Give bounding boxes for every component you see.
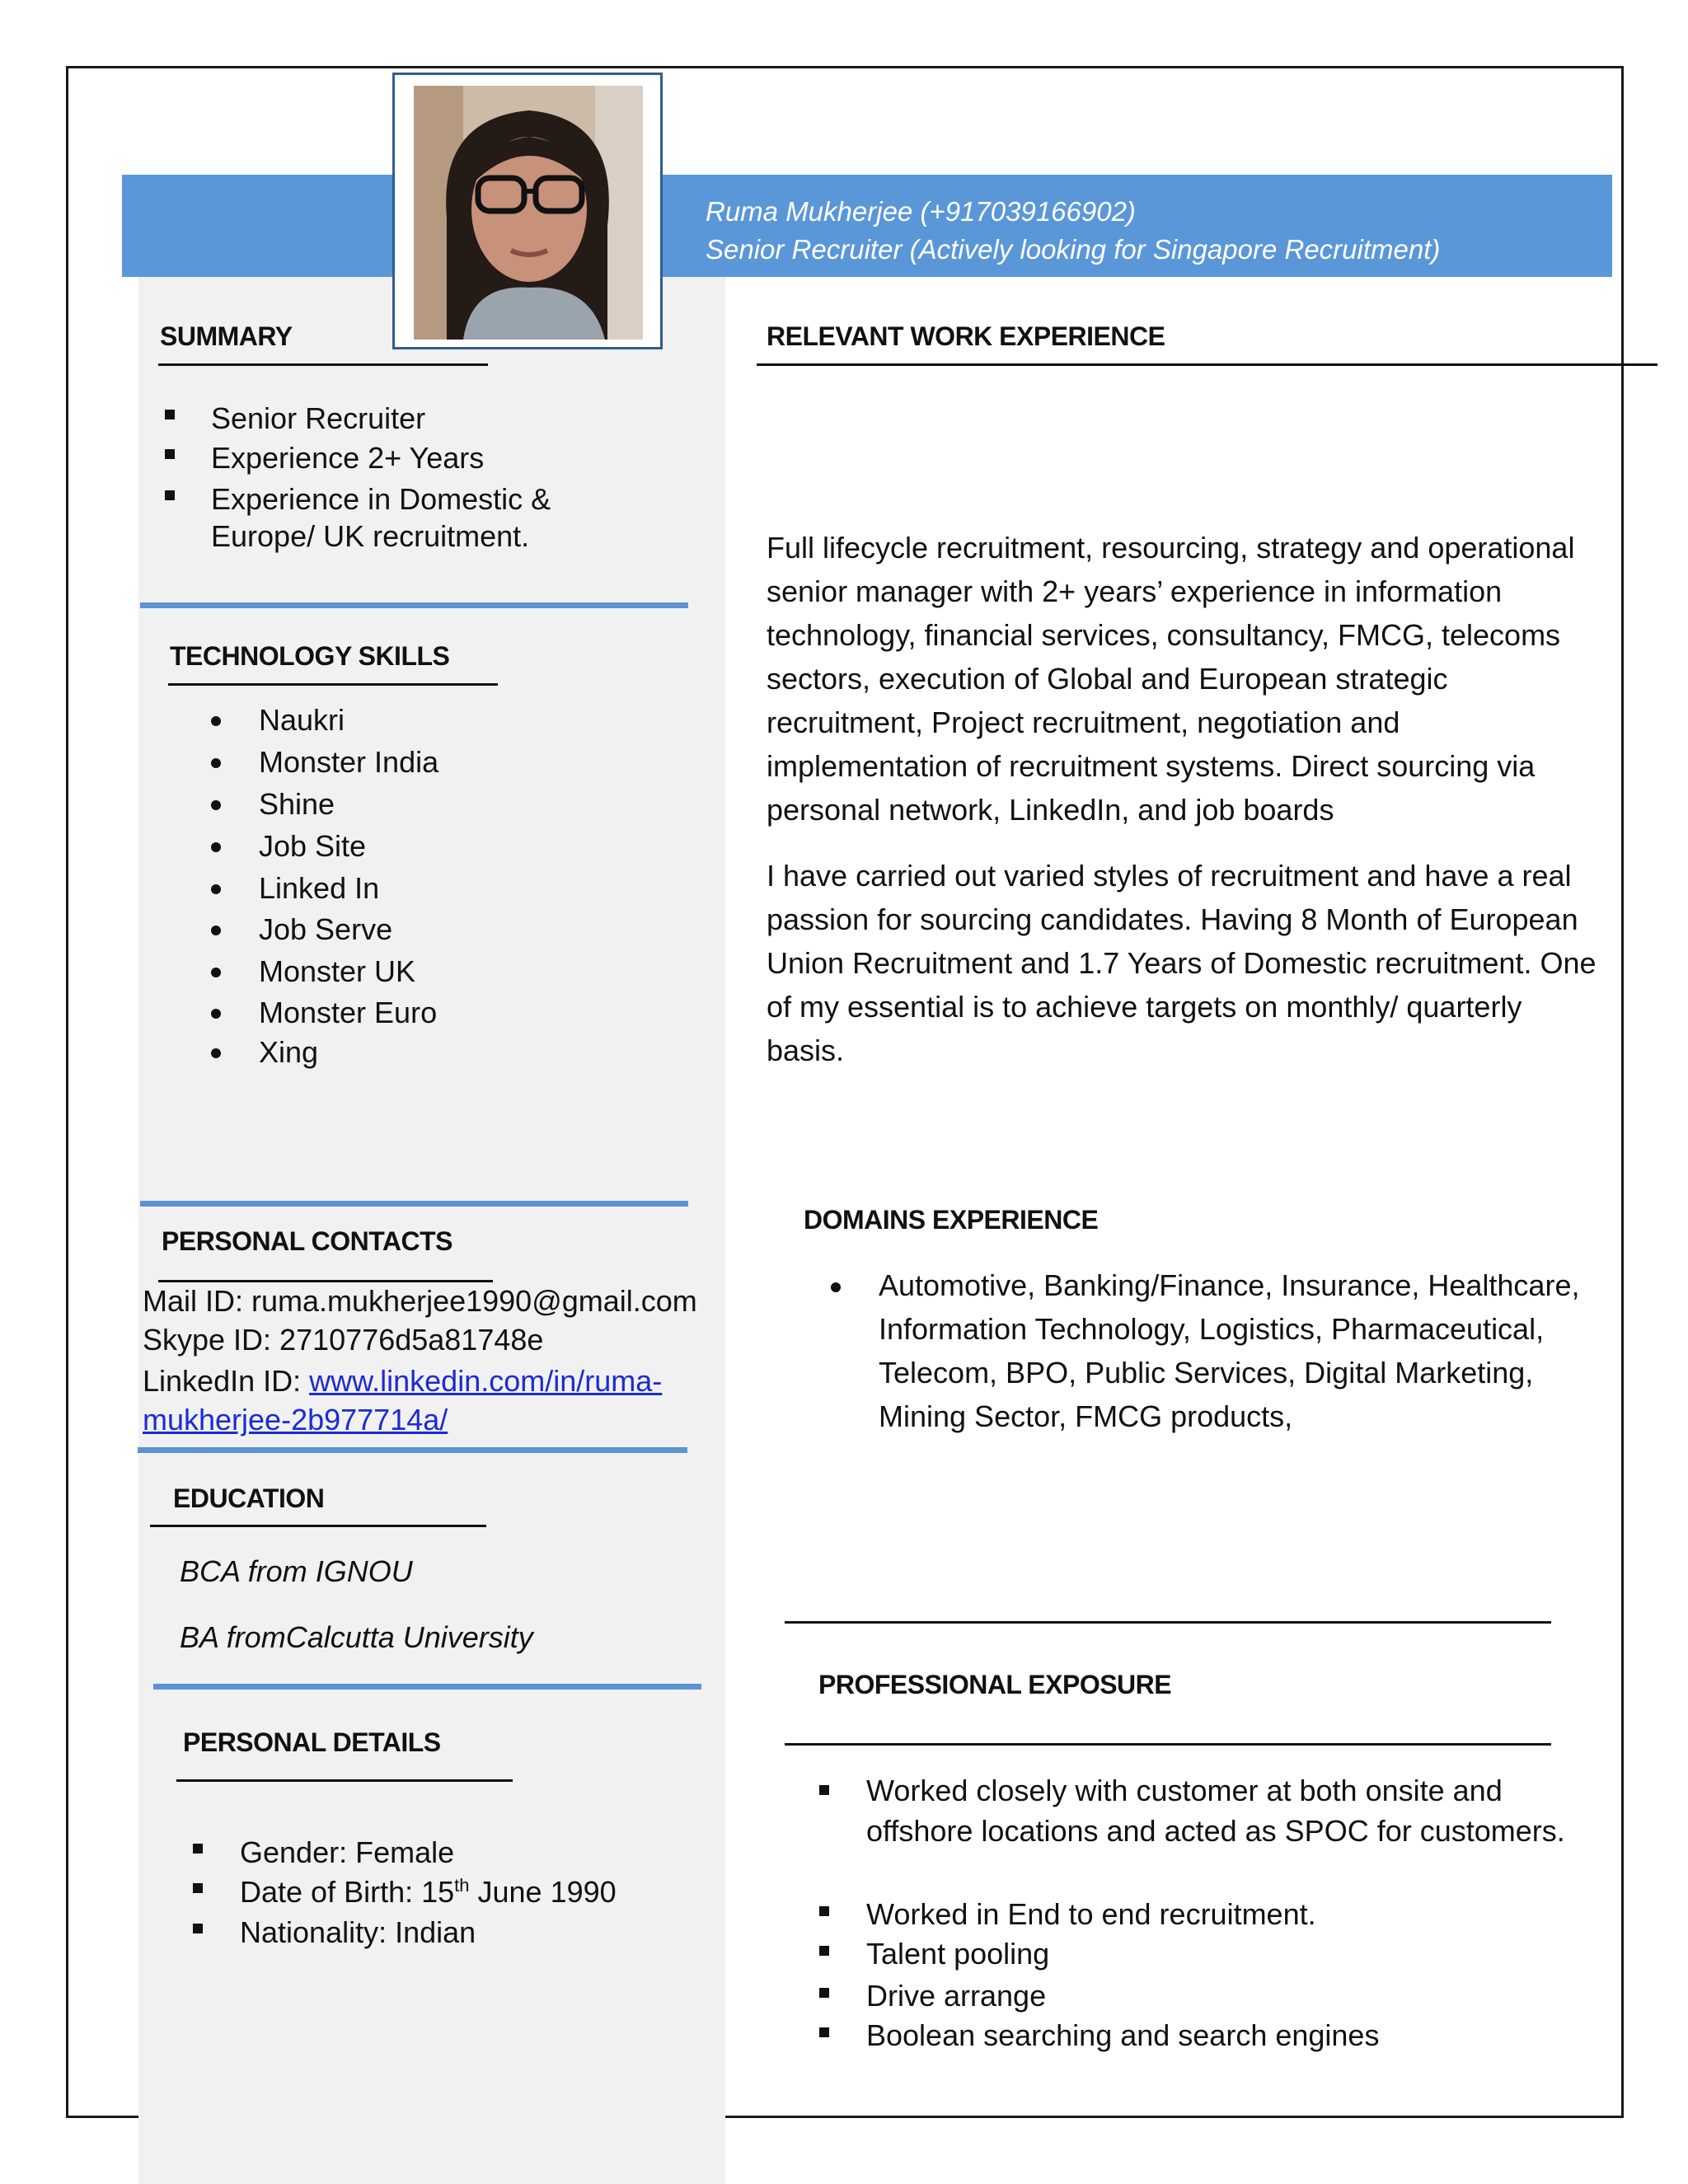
contacts-heading: PERSONAL CONTACTS: [162, 1226, 452, 1256]
exposure-item: Boolean searching and search engines: [866, 2018, 1380, 2052]
exposure-top-line: [785, 1621, 1551, 1624]
summary-item: Experience in Domestic &: [211, 482, 551, 516]
tech-skill-item: Job Site: [259, 829, 367, 863]
bullet-icon: [819, 1946, 829, 1956]
bullet-icon: [193, 1924, 203, 1933]
personal-details-heading: PERSONAL DETAILS: [183, 1727, 441, 1757]
education-item: BA fromCalcutta University: [180, 1620, 533, 1654]
contacts-underline: [158, 1280, 493, 1282]
bullet-icon: [211, 716, 221, 726]
bullet-icon: [211, 1009, 221, 1019]
exposure-item: Drive arrange: [866, 1979, 1047, 2013]
nationality-text: Nationality: Indian: [240, 1915, 476, 1949]
summary-item: Senior Recruiter: [211, 401, 426, 435]
dob-superscript: th: [454, 1875, 470, 1896]
exposure-underline: [785, 1743, 1551, 1746]
candidate-title: Senior Recruiter (Actively looking for Singapore Recruitment): [706, 234, 1441, 265]
bullet-icon: [165, 449, 175, 459]
exposure-heading: PROFESSIONAL EXPOSURE: [818, 1670, 1172, 1699]
linkedin-label: LinkedIn ID:: [143, 1364, 310, 1398]
tech-skill-item: Xing: [259, 1035, 319, 1069]
bullet-icon: [211, 1048, 221, 1058]
bullet-icon: [211, 926, 221, 935]
bullet-icon: [211, 758, 221, 768]
section-divider: [153, 1684, 701, 1690]
summary-item: Experience 2+ Years: [211, 441, 485, 475]
skype-text: Skype ID: 2710776d5a81748e: [143, 1323, 544, 1357]
summary-heading: SUMMARY: [160, 321, 293, 351]
tech-skill-item: Monster UK: [259, 954, 416, 988]
bullet-icon: [211, 842, 221, 852]
tech-skill-item: Naukri: [259, 703, 345, 737]
domains-heading: DOMAINS EXPERIENCE: [804, 1205, 1099, 1235]
experience-paragraph-2: I have carried out varied styles of recruitment and have a real passion for sourcing candidates. Having 8 Month of European Union Recruitment and 1.7 Years of Domestic recruitment. One of my essential is to achieve targets on monthly/ quarterly basis.: [767, 859, 1597, 1067]
summary-underline: [158, 363, 488, 366]
tech-skill-item: Job Serve: [259, 912, 393, 946]
bullet-icon: [165, 490, 175, 500]
bullet-icon: [211, 884, 221, 894]
experience-paragraph-1: Full lifecycle recruitment, resourcing, strategy and operational senior manager with 2+ years’ experience in information technology, financial services, consultancy, FMCG, telecoms sectors, execution of Global and European strategic recruitment, Project recruitment, negotiation and implementation of recruitment systems. Direct sourcing via personal network, LinkedIn, and job boards: [767, 531, 1575, 827]
bullet-icon: [211, 800, 221, 810]
tech-skills-heading: TECHNOLOGY SKILLS: [170, 641, 450, 671]
section-divider: [140, 1201, 688, 1207]
tech-skill-item: Linked In: [259, 871, 380, 905]
exposure-item: Worked closely with customer at both onsite and offshore locations and acted as SPOC for customers.: [866, 1774, 1565, 1848]
profile-photo: [414, 86, 643, 340]
section-divider: [138, 1447, 687, 1453]
education-underline: [150, 1525, 486, 1527]
linkedin-line: [143, 1366, 662, 1396]
dob-text: [240, 1877, 617, 1907]
personal-details-underline: [176, 1779, 513, 1782]
education-item: BCA from IGNOU: [180, 1554, 413, 1588]
summary-item: Europe/ UK recruitment.: [211, 519, 530, 553]
bullet-icon: [211, 968, 221, 977]
bullet-icon: [819, 1906, 829, 1916]
gender-text: Gender: Female: [240, 1835, 455, 1869]
bullet-icon: [193, 1844, 203, 1854]
linkedin-link-continued[interactable]: mukherjee-2b977714a/: [143, 1403, 448, 1436]
linkedin-link[interactable]: www.linkedin.com/in/ruma-: [309, 1364, 663, 1398]
section-divider: [140, 602, 688, 608]
candidate-name: Ruma Mukherjee (+917039166902): [706, 196, 1136, 227]
dob-prefix: Date of Birth: 15: [240, 1875, 455, 1909]
email-text: Mail ID: ruma.mukherjee1990@gmail.com: [143, 1284, 697, 1318]
tech-skill-item: Monster India: [259, 745, 439, 779]
bullet-icon: [819, 2027, 829, 2037]
domains-text: Automotive, Banking/Finance, Insurance, Healthcare, Information Technology, Logistics, Pharmaceutical, Telecom, BPO, Public Services, Digital Marketing, Mining Sector, FMCG products,: [879, 1268, 1580, 1433]
experience-heading: RELEVANT WORK EXPERIENCE: [767, 321, 1165, 351]
exposure-item: Talent pooling: [866, 1937, 1050, 1971]
experience-underline: [757, 363, 1658, 366]
bullet-icon: [831, 1282, 841, 1292]
tech-skills-underline: [168, 683, 498, 686]
dob-suffix: June 1990: [469, 1875, 617, 1909]
tech-skill-item: Monster Euro: [259, 996, 438, 1029]
tech-skill-item: Shine: [259, 787, 335, 821]
exposure-item: Worked in End to end recruitment.: [866, 1897, 1316, 1931]
bullet-icon: [165, 410, 175, 419]
bullet-icon: [193, 1883, 203, 1893]
bullet-icon: [819, 1785, 829, 1795]
bullet-icon: [819, 1988, 829, 1998]
education-heading: EDUCATION: [173, 1483, 325, 1513]
profile-photo-icon: [414, 86, 643, 340]
